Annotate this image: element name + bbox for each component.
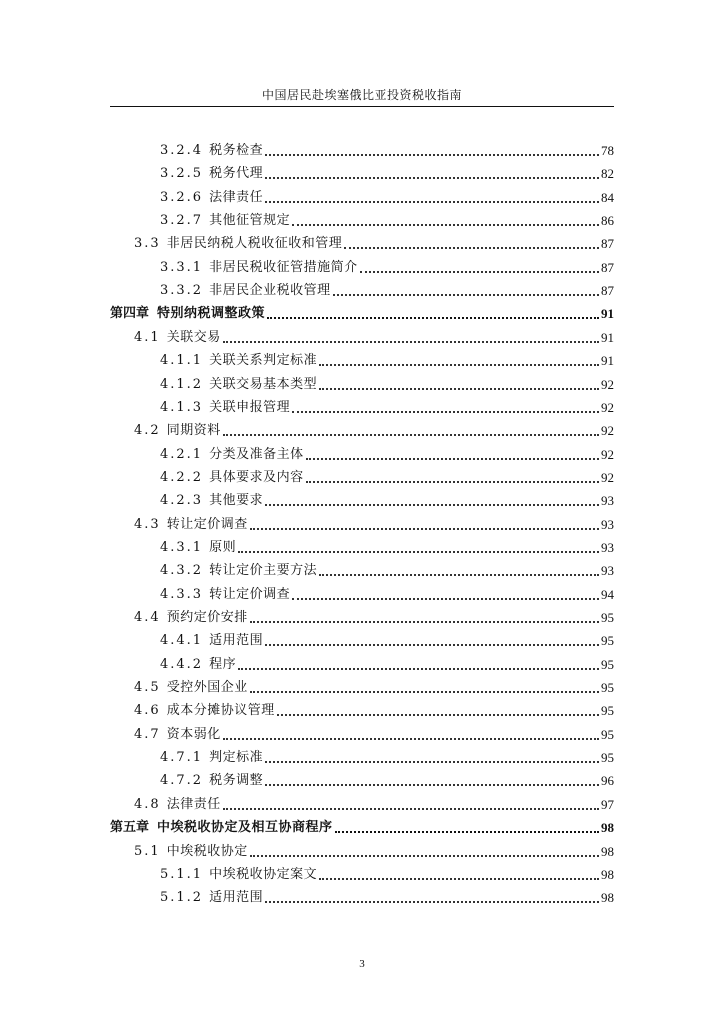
toc-entry-page: 97 <box>601 796 614 812</box>
toc-entry-page: 95 <box>601 633 614 649</box>
toc-entry-page: 95 <box>601 726 614 742</box>
toc-entry-page: 95 <box>601 656 614 672</box>
toc-entry-title: 法律责任 <box>209 189 264 205</box>
dot-leader <box>319 388 599 390</box>
toc-entry[interactable] <box>134 608 614 626</box>
toc-entry-page: 98 <box>601 843 614 859</box>
toc-entry[interactable] <box>160 398 614 416</box>
toc-entry-number: 4.7 <box>134 726 161 742</box>
toc-entry-number: 3.2.5 <box>160 166 204 182</box>
dot-leader <box>319 878 599 880</box>
toc-entry[interactable] <box>160 888 614 906</box>
dot-leader <box>265 154 599 156</box>
toc-entry-number: 3.3 <box>134 236 161 252</box>
toc-entry-title: 非居民纳税人税收征收和管理 <box>166 236 343 252</box>
dot-leader <box>238 668 599 670</box>
toc-entry-title: 其他征管规定 <box>209 213 291 229</box>
toc-entry-number: 4.8 <box>134 796 161 812</box>
toc-entry-title: 税务调整 <box>209 773 264 789</box>
toc-entry-page: 91 <box>601 306 614 322</box>
toc-entry[interactable] <box>134 421 614 439</box>
page-number: 3 <box>359 958 365 970</box>
dot-leader <box>335 831 599 833</box>
toc-entry-title: 中埃税收协定及相互协商程序 <box>157 820 333 836</box>
toc-entry-title: 关联交易基本类型 <box>209 376 318 392</box>
toc-entry-page: 82 <box>601 166 614 182</box>
toc-entry[interactable] <box>160 141 614 159</box>
dot-leader <box>319 364 599 366</box>
toc-entry-page: 87 <box>601 283 614 299</box>
toc-entry[interactable] <box>160 468 614 486</box>
dot-leader <box>360 271 599 273</box>
toc-entry-page: 92 <box>601 469 614 485</box>
toc-entry-number: 4.1.3 <box>160 399 204 415</box>
dot-leader <box>265 201 599 203</box>
toc-entry[interactable] <box>134 234 614 252</box>
toc-entry-title: 判定标准 <box>209 750 264 766</box>
toc-entry-number: 4.7.2 <box>160 773 204 789</box>
toc-entry-title: 适用范围 <box>209 890 264 906</box>
toc-entry-page: 98 <box>601 890 614 906</box>
toc-entry-number: 4.1.1 <box>160 353 204 369</box>
dot-leader <box>319 574 599 576</box>
toc-entry-page: 91 <box>601 353 614 369</box>
toc-entry-title: 其他要求 <box>209 493 264 509</box>
dot-leader <box>265 901 599 903</box>
toc-entry-page: 93 <box>601 539 614 555</box>
toc-entry-number: 4.1 <box>134 329 161 345</box>
toc-entry-title: 法律责任 <box>166 796 221 812</box>
toc-entry-number: 5.1 <box>134 843 161 859</box>
toc-entry-page: 92 <box>601 423 614 439</box>
toc-entry-number: 4.2.2 <box>160 469 204 485</box>
toc-entry-page: 92 <box>601 376 614 392</box>
toc-entry-title: 税务代理 <box>209 166 264 182</box>
toc-entry-page: 84 <box>601 189 614 205</box>
dot-leader <box>223 341 599 343</box>
toc-entry[interactable] <box>160 375 614 393</box>
toc-entry[interactable] <box>160 655 614 673</box>
toc-entry-title: 关联关系判定标准 <box>209 353 318 369</box>
toc-entry-title: 转让定价调查 <box>166 516 248 532</box>
toc-entry-page: 93 <box>601 516 614 532</box>
dot-leader <box>250 621 599 623</box>
dot-leader <box>250 528 599 530</box>
toc-entry-page: 87 <box>601 259 614 275</box>
toc-entry-title: 非居民企业税收管理 <box>209 283 331 299</box>
toc-entry-number: 第五章 <box>110 820 150 836</box>
toc-entry-page: 93 <box>601 563 614 579</box>
toc-entry-page: 91 <box>601 329 614 345</box>
toc-entry[interactable] <box>160 631 614 649</box>
toc-entry-number: 4.2.1 <box>160 446 204 462</box>
toc-entry[interactable] <box>160 351 614 369</box>
toc-entry-page: 94 <box>601 586 614 602</box>
toc-entry-number: 3.3.2 <box>160 283 204 299</box>
toc-entry-number: 4.3.1 <box>160 539 204 555</box>
toc-entry-title: 关联申报管理 <box>209 399 291 415</box>
toc-entry-number: 3.2.4 <box>160 143 204 158</box>
toc-entry-number: 3.2.7 <box>160 213 204 229</box>
dot-leader <box>265 784 599 786</box>
toc-entry-page: 96 <box>601 773 614 789</box>
toc-chapter-entry[interactable] <box>110 818 614 836</box>
toc-entry-title: 适用范围 <box>209 633 264 649</box>
toc-entry-title: 特别纳税调整政策 <box>157 306 266 322</box>
toc-entry-number: 4.3.2 <box>160 563 204 579</box>
toc-entry-number: 4.5 <box>134 680 161 696</box>
dot-leader <box>265 644 599 646</box>
toc-entry[interactable] <box>160 164 614 182</box>
dot-leader <box>292 224 599 226</box>
toc-entry-number: 4.4 <box>134 610 161 625</box>
dot-leader <box>250 691 599 693</box>
toc-entry-page: 78 <box>601 143 614 158</box>
toc-entry[interactable] <box>134 701 614 719</box>
toc-entry-page: 95 <box>601 750 614 766</box>
toc-entry-number: 5.1.1 <box>160 866 204 882</box>
toc-entry[interactable] <box>160 211 614 229</box>
toc-entry-title: 分类及准备主体 <box>209 446 304 462</box>
toc-entry[interactable] <box>160 561 614 579</box>
dot-leader <box>265 177 599 179</box>
toc-entry-page: 95 <box>601 703 614 719</box>
dot-leader <box>344 247 599 249</box>
toc-entry-title: 非居民税收征管措施简介 <box>209 259 358 275</box>
toc-entry[interactable] <box>160 771 614 789</box>
toc-entry-page: 86 <box>601 213 614 229</box>
toc-entry-title: 同期资料 <box>166 423 221 439</box>
toc-entry-number: 4.1.2 <box>160 376 204 392</box>
toc-entry[interactable] <box>160 865 614 883</box>
toc-entry[interactable] <box>160 445 614 463</box>
toc-entry-title: 中埃税收协定案文 <box>209 866 318 882</box>
toc-entry[interactable] <box>134 795 614 813</box>
toc-entry-title: 具体要求及内容 <box>209 469 304 485</box>
dot-leader <box>333 294 599 296</box>
dot-leader <box>306 458 599 460</box>
toc-chapter-entry[interactable] <box>110 304 614 322</box>
toc-entry-page: 95 <box>601 680 614 696</box>
toc-entry-page: 98 <box>601 820 614 836</box>
toc-entry-title: 预约定价安排 <box>166 610 248 625</box>
toc-entry[interactable] <box>134 842 614 860</box>
toc-entry-title: 资本弱化 <box>166 726 221 742</box>
toc-entry[interactable] <box>160 538 614 556</box>
toc-entry[interactable] <box>160 188 614 206</box>
dot-leader <box>238 551 599 553</box>
running-header: 中国居民赴埃塞俄比亚投资税收指南 <box>261 88 462 102</box>
toc-entry-number: 4.7.1 <box>160 750 204 766</box>
dot-leader <box>306 481 599 483</box>
dot-leader <box>292 598 599 600</box>
dot-leader <box>292 411 599 413</box>
toc-entry-title: 关联交易 <box>166 329 221 345</box>
toc-entry[interactable] <box>134 328 614 346</box>
toc-entry-title: 中埃税收协定 <box>166 843 248 859</box>
toc-entry[interactable] <box>160 491 614 509</box>
toc-entry-number: 4.3 <box>134 516 161 532</box>
toc-entry-number: 4.4.2 <box>160 656 204 672</box>
toc-entry-page: 93 <box>601 493 614 509</box>
toc-entry-page: 92 <box>601 446 614 462</box>
toc-entry-number: 3.2.6 <box>160 189 204 205</box>
toc-entry-number: 5.1.2 <box>160 890 204 906</box>
toc-entry-page: 95 <box>601 610 614 625</box>
toc-entry[interactable] <box>160 258 614 276</box>
toc-entry[interactable] <box>160 748 614 766</box>
toc-entry-title: 转让定价调查 <box>209 586 291 602</box>
dot-leader <box>250 855 599 857</box>
dot-leader <box>223 808 599 810</box>
toc-entry-number: 3.3.1 <box>160 259 204 275</box>
toc-entry-page: 87 <box>601 236 614 252</box>
dot-leader <box>265 761 599 763</box>
toc-entry-page: 98 <box>601 866 614 882</box>
toc-entry[interactable] <box>134 515 614 533</box>
toc-entry[interactable] <box>134 678 614 696</box>
header-rule <box>110 106 614 107</box>
toc-entry-title: 程序 <box>209 656 237 672</box>
toc-entry[interactable] <box>160 281 614 299</box>
toc-entry-title: 税务检查 <box>209 143 264 158</box>
toc-entry-number: 4.2 <box>134 423 161 439</box>
dot-leader <box>277 714 599 716</box>
toc-entry-number: 4.4.1 <box>160 633 204 649</box>
dot-leader <box>267 317 599 319</box>
toc-entry-title: 成本分摊协议管理 <box>166 703 275 719</box>
toc-entry[interactable] <box>134 725 614 743</box>
dot-leader <box>265 504 599 506</box>
toc-entry-title: 原则 <box>209 539 237 555</box>
toc-entry-number: 4.2.3 <box>160 493 204 509</box>
toc-entry-page: 92 <box>601 399 614 415</box>
toc-entry-number: 4.3.3 <box>160 586 204 602</box>
dot-leader <box>223 738 599 740</box>
toc-entry-title: 受控外国企业 <box>166 680 248 696</box>
toc-entry-number: 第四章 <box>110 306 150 322</box>
toc-entry-number: 4.6 <box>134 703 161 719</box>
toc-entry-title: 转让定价主要方法 <box>209 563 318 579</box>
dot-leader <box>223 434 599 436</box>
toc-entry[interactable] <box>160 585 614 603</box>
